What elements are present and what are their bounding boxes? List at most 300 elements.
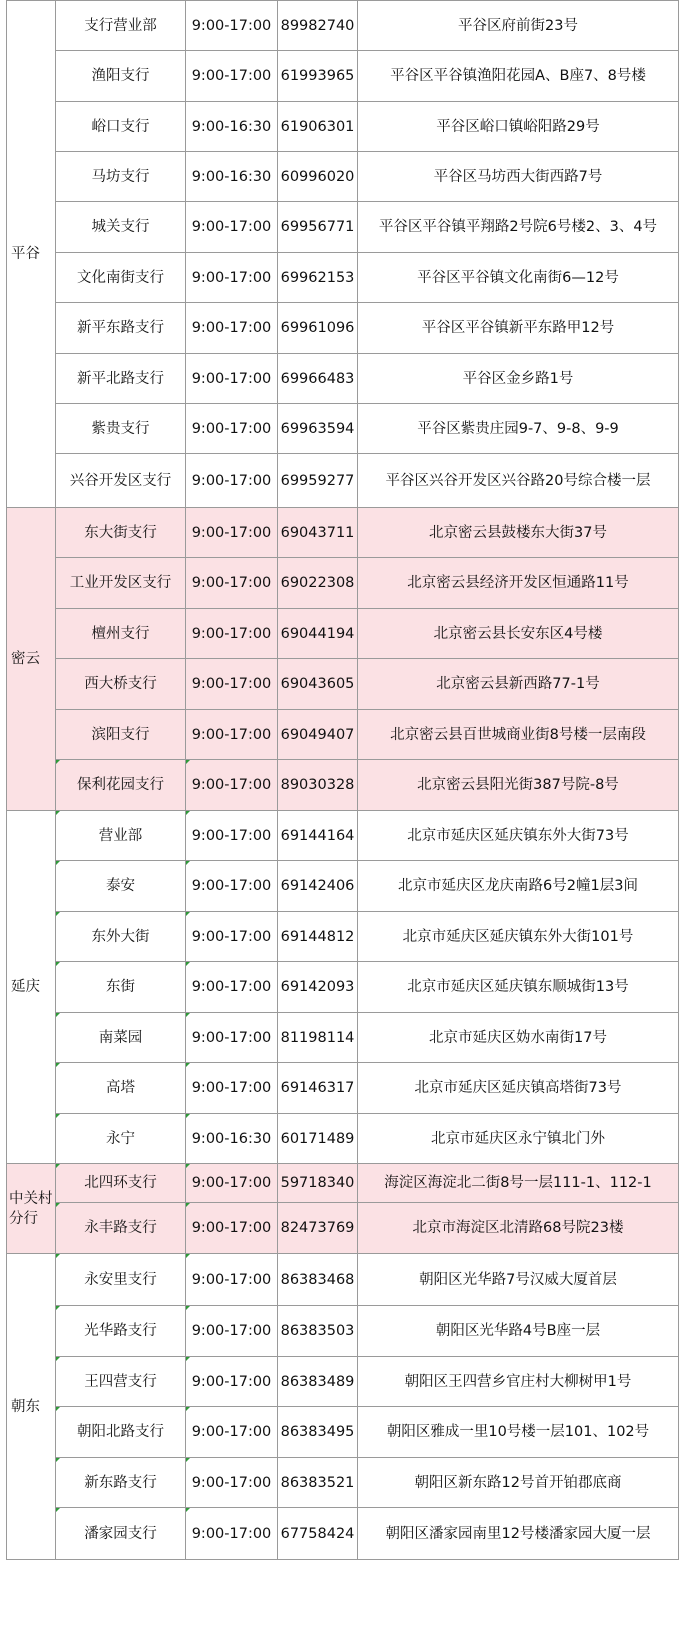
phone-number-text: 69043605 xyxy=(280,676,355,692)
branch-name-cell xyxy=(56,1254,186,1306)
address-text: 北京市延庆区延庆镇东顺城街13号 xyxy=(407,979,629,995)
phone-number-text: 86383489 xyxy=(280,1373,355,1390)
phone-number-cell xyxy=(278,1114,358,1164)
phone-number-text: 69966483 xyxy=(280,370,355,387)
cell-flag-marker-icon xyxy=(186,1114,190,1118)
phone-number-text: 89030328 xyxy=(280,777,355,793)
business-hours-text: 9:00-17:00 xyxy=(191,370,272,387)
branch-name-cell xyxy=(56,1164,186,1203)
address-cell xyxy=(358,152,679,202)
branch-name-text: 永宁 xyxy=(106,1130,135,1147)
cell-flag-marker-icon xyxy=(56,861,60,865)
address-text: 北京市延庆区龙庆南路6号2幢1层3间 xyxy=(398,878,638,894)
business-hours-text: 9:00-17:00 xyxy=(191,1175,272,1191)
address-text: 平谷区平谷镇渔阳花园A、B座7、8号楼 xyxy=(390,68,646,84)
business-hours-text: 9:00-17:00 xyxy=(191,1525,272,1542)
business-hours-cell xyxy=(186,354,278,404)
branch-name-text: 紫贵支行 xyxy=(91,420,150,437)
region-cell: 平谷 xyxy=(7,1,56,508)
business-hours-cell xyxy=(186,1357,278,1407)
cell-flag-marker-icon xyxy=(56,1164,60,1168)
table-row xyxy=(7,1306,679,1357)
cell-flag-marker-icon xyxy=(186,1254,190,1258)
table-row xyxy=(7,354,679,404)
phone-number-text: 60171489 xyxy=(280,1130,355,1147)
branch-name-text: 城关支行 xyxy=(91,219,150,235)
cell-flag-marker-icon xyxy=(186,1357,190,1361)
address-cell xyxy=(358,1013,679,1063)
business-hours-cell xyxy=(186,508,278,558)
phone-number-cell xyxy=(278,962,358,1013)
address-cell xyxy=(358,1407,679,1458)
cell-flag-marker-icon xyxy=(56,1306,60,1310)
branch-name-text: 渔阳支行 xyxy=(91,68,150,84)
address-text: 北京密云县鼓楼东大街37号 xyxy=(429,524,607,541)
business-hours-cell xyxy=(186,1013,278,1063)
business-hours-text: 9:00-17:00 xyxy=(191,320,272,336)
business-hours-text: 9:00-17:00 xyxy=(191,979,272,995)
cell-flag-marker-icon xyxy=(56,1357,60,1361)
phone-number-text: 69959277 xyxy=(280,472,355,489)
business-hours-cell xyxy=(186,811,278,861)
branch-name-cell xyxy=(56,508,186,558)
phone-number-text: 60996020 xyxy=(280,168,355,185)
branch-name-text: 潘家园支行 xyxy=(84,1525,157,1542)
branch-name-text: 朝阳北路支行 xyxy=(77,1424,164,1440)
branch-name-text: 新东路支行 xyxy=(84,1474,157,1491)
phone-number-cell xyxy=(278,102,358,152)
address-text: 平谷区峪口镇峪阳路29号 xyxy=(436,118,600,135)
table-row xyxy=(7,404,679,454)
business-hours-text: 9:00-17:00 xyxy=(191,1323,272,1339)
branch-name-cell xyxy=(56,659,186,710)
address-text: 平谷区兴谷开发区兴谷路20号综合楼一层 xyxy=(385,472,651,489)
address-text: 北京密云县百世城商业街8号楼一层南段 xyxy=(390,726,646,743)
branch-name-cell xyxy=(56,404,186,454)
business-hours-cell xyxy=(186,659,278,710)
phone-number-cell xyxy=(278,202,358,253)
business-hours-cell xyxy=(186,102,278,152)
phone-number-cell xyxy=(278,508,358,558)
table-row xyxy=(7,102,679,152)
address-text: 北京密云县新西路77-1号 xyxy=(436,676,600,692)
address-cell xyxy=(358,659,679,710)
business-hours-text: 9:00-17:00 xyxy=(191,1220,272,1236)
cell-flag-marker-icon xyxy=(186,811,190,815)
table-row xyxy=(7,1114,679,1164)
business-hours-text: 9:00-17:00 xyxy=(191,827,272,844)
address-cell xyxy=(358,508,679,558)
branch-name-cell xyxy=(56,962,186,1013)
cell-flag-marker-icon xyxy=(56,1063,60,1067)
table-row xyxy=(7,1203,679,1254)
phone-number-text: 61993965 xyxy=(280,68,355,84)
table-row xyxy=(7,454,679,508)
branch-name-text: 马坊支行 xyxy=(91,168,150,185)
table-row xyxy=(7,811,679,861)
cell-flag-marker-icon xyxy=(186,1508,190,1512)
region-cell: 延庆 xyxy=(7,811,56,1164)
phone-number-text: 69963594 xyxy=(280,420,355,437)
business-hours-cell xyxy=(186,1114,278,1164)
branch-name-text: 保利花园支行 xyxy=(77,777,164,793)
business-hours-text: 9:00-17:00 xyxy=(191,269,272,286)
table-row xyxy=(7,152,679,202)
business-hours-text: 9:00-17:00 xyxy=(191,1424,272,1440)
table-row xyxy=(7,912,679,962)
business-hours-text: 9:00-17:00 xyxy=(191,68,272,84)
cell-flag-marker-icon xyxy=(186,1203,190,1207)
business-hours-text: 9:00-17:00 xyxy=(191,219,272,235)
phone-number-text: 69956771 xyxy=(280,219,355,235)
cell-flag-marker-icon xyxy=(56,1203,60,1207)
branch-name-cell xyxy=(56,51,186,102)
address-cell xyxy=(358,253,679,303)
phone-number-text: 69962153 xyxy=(280,269,355,286)
phone-number-cell xyxy=(278,1164,358,1203)
table-row xyxy=(7,1407,679,1458)
business-hours-cell xyxy=(186,253,278,303)
address-cell xyxy=(358,1306,679,1357)
address-cell xyxy=(358,303,679,354)
business-hours-cell xyxy=(186,1458,278,1508)
branch-name-cell xyxy=(56,710,186,760)
address-text: 朝阳区王四营乡官庄村大柳树甲1号 xyxy=(404,1373,632,1390)
branch-name-cell xyxy=(56,102,186,152)
branch-name-cell xyxy=(56,1114,186,1164)
phone-number-cell xyxy=(278,1508,358,1560)
phone-number-cell xyxy=(278,1254,358,1306)
table-row xyxy=(7,1508,679,1560)
branch-name-text: 永安里支行 xyxy=(84,1271,157,1288)
phone-number-cell xyxy=(278,1013,358,1063)
business-hours-text: 9:00-16:30 xyxy=(191,118,272,135)
branch-name-cell xyxy=(56,1306,186,1357)
phone-number-cell xyxy=(278,354,358,404)
business-hours-text: 9:00-17:00 xyxy=(191,472,272,489)
phone-number-cell xyxy=(278,51,358,102)
table-row xyxy=(7,710,679,760)
business-hours-text: 9:00-17:00 xyxy=(191,1080,272,1096)
business-hours-text: 9:00-17:00 xyxy=(191,17,272,34)
address-cell xyxy=(358,454,679,508)
phone-number-cell xyxy=(278,558,358,609)
business-hours-cell xyxy=(186,1164,278,1203)
business-hours-cell xyxy=(186,1063,278,1114)
branch-name-text: 东街 xyxy=(106,979,135,995)
address-text: 平谷区平谷镇平翔路2号院6号楼2、3、4号 xyxy=(378,219,658,235)
address-text: 朝阳区新东路12号首开铂郡底商 xyxy=(414,1474,622,1491)
cell-flag-marker-icon xyxy=(56,1114,60,1118)
branch-name-text: 南菜园 xyxy=(98,1029,143,1046)
business-hours-cell xyxy=(186,51,278,102)
table-row xyxy=(7,253,679,303)
branch-name-cell xyxy=(56,152,186,202)
branch-name-text: 支行营业部 xyxy=(84,17,157,34)
phone-number-text: 61906301 xyxy=(280,118,355,135)
business-hours-text: 9:00-17:00 xyxy=(191,676,272,692)
table-row xyxy=(7,1013,679,1063)
branch-name-cell xyxy=(56,202,186,253)
address-text: 平谷区平谷镇文化南街6—12号 xyxy=(417,269,619,286)
business-hours-cell xyxy=(186,1254,278,1306)
phone-number-cell xyxy=(278,1,358,51)
address-text: 朝阳区雅成一里10号楼一层101、102号 xyxy=(386,1424,650,1440)
phone-number-text: 69146317 xyxy=(280,1080,355,1096)
branch-name-cell xyxy=(56,760,186,811)
branch-name-cell xyxy=(56,253,186,303)
branch-name-text: 工业开发区支行 xyxy=(69,575,172,591)
address-cell xyxy=(358,1508,679,1560)
cell-flag-marker-icon xyxy=(56,1407,60,1411)
address-cell xyxy=(358,1,679,51)
branch-name-text: 泰安 xyxy=(106,878,135,894)
cell-flag-marker-icon xyxy=(56,811,60,815)
address-cell xyxy=(358,1357,679,1407)
address-text: 朝阳区潘家园南里12号楼潘家园大厦一层 xyxy=(385,1525,651,1542)
business-hours-cell xyxy=(186,558,278,609)
branch-name-cell xyxy=(56,609,186,659)
branch-name-text: 文化南街支行 xyxy=(77,269,164,286)
phone-number-cell xyxy=(278,1063,358,1114)
address-text: 北京市延庆区妫水南街17号 xyxy=(429,1029,607,1046)
branch-name-cell xyxy=(56,1458,186,1508)
address-text: 北京市海淀区北清路68号院23楼 xyxy=(412,1220,624,1236)
table-row xyxy=(7,558,679,609)
address-text: 海淀区海淀北二街8号一层111-1、112-1 xyxy=(384,1175,652,1191)
phone-number-cell xyxy=(278,710,358,760)
branch-name-text: 西大桥支行 xyxy=(84,676,157,692)
table-row xyxy=(7,51,679,102)
cell-flag-marker-icon xyxy=(186,1164,190,1168)
address-text: 北京密云县经济开发区恒通路11号 xyxy=(407,575,629,591)
address-text: 朝阳区光华路7号汉威大厦首层 xyxy=(419,1271,617,1288)
phone-number-cell xyxy=(278,1458,358,1508)
branch-name-text: 光华路支行 xyxy=(84,1323,157,1339)
table-row xyxy=(7,760,679,811)
business-hours-text: 9:00-16:30 xyxy=(191,1130,272,1147)
phone-number-text: 69961096 xyxy=(280,320,355,336)
business-hours-cell xyxy=(186,912,278,962)
business-hours-cell xyxy=(186,760,278,811)
address-cell xyxy=(358,1254,679,1306)
table-row xyxy=(7,508,679,558)
cell-flag-marker-icon xyxy=(56,962,60,966)
phone-number-text: 67758424 xyxy=(280,1525,355,1542)
business-hours-cell xyxy=(186,609,278,659)
branch-name-text: 新平东路支行 xyxy=(77,320,164,336)
address-text: 北京密云县长安东区4号楼 xyxy=(433,625,603,642)
address-cell xyxy=(358,760,679,811)
phone-number-cell xyxy=(278,404,358,454)
business-hours-cell xyxy=(186,710,278,760)
table-row xyxy=(7,1164,679,1203)
cell-flag-marker-icon xyxy=(186,861,190,865)
business-hours-text: 9:00-16:30 xyxy=(191,168,272,185)
phone-number-text: 69049407 xyxy=(280,726,355,743)
branch-name-cell xyxy=(56,1508,186,1560)
branch-directory-table xyxy=(6,0,679,1560)
address-text: 平谷区紫贵庄园9-7、9-8、9-9 xyxy=(417,420,619,437)
region-cell: 密云 xyxy=(7,508,56,811)
business-hours-cell xyxy=(186,303,278,354)
table-row xyxy=(7,303,679,354)
phone-number-text: 86383495 xyxy=(280,1424,355,1440)
phone-number-text: 86383468 xyxy=(280,1271,355,1288)
branch-name-cell xyxy=(56,454,186,508)
branch-name-cell xyxy=(56,1063,186,1114)
address-cell xyxy=(358,404,679,454)
branch-name-text: 永丰路支行 xyxy=(84,1220,157,1236)
business-hours-cell xyxy=(186,962,278,1013)
business-hours-text: 9:00-17:00 xyxy=(191,524,272,541)
address-text: 平谷区府前街23号 xyxy=(458,17,578,34)
address-cell xyxy=(358,1114,679,1164)
phone-number-text: 69043711 xyxy=(280,524,355,541)
business-hours-text: 9:00-17:00 xyxy=(191,1271,272,1288)
phone-number-cell xyxy=(278,912,358,962)
phone-number-cell xyxy=(278,1357,358,1407)
address-text: 北京市延庆区延庆镇高塔街73号 xyxy=(414,1080,622,1096)
phone-number-cell xyxy=(278,1306,358,1357)
address-cell xyxy=(358,609,679,659)
business-hours-cell xyxy=(186,1306,278,1357)
address-cell xyxy=(358,1164,679,1203)
branch-name-text: 兴谷开发区支行 xyxy=(69,472,172,489)
business-hours-text: 9:00-17:00 xyxy=(191,625,272,642)
region-cell: 中关村分行 xyxy=(7,1164,56,1254)
branch-name-text: 北四环支行 xyxy=(84,1175,157,1191)
phone-number-text: 69022308 xyxy=(280,575,355,591)
phone-number-cell xyxy=(278,659,358,710)
branch-name-cell xyxy=(56,912,186,962)
business-hours-text: 9:00-17:00 xyxy=(191,928,272,945)
phone-number-cell xyxy=(278,152,358,202)
cell-flag-marker-icon xyxy=(56,1508,60,1512)
branch-name-cell xyxy=(56,558,186,609)
table-row xyxy=(7,609,679,659)
branch-name-cell xyxy=(56,861,186,912)
address-text: 北京密云县阳光街387号院-8号 xyxy=(417,777,619,793)
address-cell xyxy=(358,962,679,1013)
cell-flag-marker-icon xyxy=(56,1458,60,1462)
region-cell: 朝东 xyxy=(7,1254,56,1560)
cell-flag-marker-icon xyxy=(186,1013,190,1017)
business-hours-cell xyxy=(186,1508,278,1560)
phone-number-text: 86383503 xyxy=(280,1323,355,1339)
table-row xyxy=(7,1063,679,1114)
cell-flag-marker-icon xyxy=(56,760,60,764)
address-text: 北京市延庆区延庆镇东外大街73号 xyxy=(407,827,629,844)
address-cell xyxy=(358,811,679,861)
branch-name-text: 新平北路支行 xyxy=(77,370,164,387)
phone-number-text: 86383521 xyxy=(280,1474,355,1491)
address-text: 北京市延庆区永宁镇北门外 xyxy=(431,1130,605,1147)
phone-number-text: 81198114 xyxy=(280,1029,355,1046)
phone-number-text: 82473769 xyxy=(280,1220,355,1236)
branch-name-cell xyxy=(56,303,186,354)
cell-flag-marker-icon xyxy=(56,1013,60,1017)
address-cell xyxy=(358,1203,679,1254)
branch-name-cell xyxy=(56,1203,186,1254)
branch-name-text: 营业部 xyxy=(98,827,143,844)
business-hours-cell xyxy=(186,1203,278,1254)
business-hours-cell xyxy=(186,202,278,253)
phone-number-cell xyxy=(278,861,358,912)
phone-number-text: 59718340 xyxy=(280,1175,355,1191)
address-cell xyxy=(358,710,679,760)
address-cell xyxy=(358,1063,679,1114)
address-cell xyxy=(358,558,679,609)
cell-flag-marker-icon xyxy=(186,912,190,916)
phone-number-cell xyxy=(278,609,358,659)
business-hours-cell xyxy=(186,404,278,454)
branch-name-cell xyxy=(56,354,186,404)
branch-name-cell xyxy=(56,1013,186,1063)
business-hours-cell xyxy=(186,454,278,508)
cell-flag-marker-icon xyxy=(186,1458,190,1462)
business-hours-text: 9:00-17:00 xyxy=(191,726,272,743)
table-row xyxy=(7,202,679,253)
table-row xyxy=(7,1458,679,1508)
business-hours-text: 9:00-17:00 xyxy=(191,1373,272,1390)
business-hours-text: 9:00-17:00 xyxy=(191,1474,272,1491)
business-hours-cell xyxy=(186,861,278,912)
cell-flag-marker-icon xyxy=(56,1254,60,1258)
branch-name-cell xyxy=(56,1407,186,1458)
branch-name-text: 高塔 xyxy=(106,1080,135,1096)
phone-number-cell xyxy=(278,1203,358,1254)
phone-number-cell xyxy=(278,811,358,861)
phone-number-text: 69142406 xyxy=(280,878,355,894)
business-hours-text: 9:00-17:00 xyxy=(191,878,272,894)
branch-name-text: 东大街支行 xyxy=(84,524,157,541)
branch-name-cell xyxy=(56,1357,186,1407)
phone-number-text: 69144164 xyxy=(280,827,355,844)
business-hours-text: 9:00-17:00 xyxy=(191,575,272,591)
phone-number-text: 89982740 xyxy=(280,17,355,34)
branch-name-text: 王四营支行 xyxy=(84,1373,157,1390)
business-hours-text: 9:00-17:00 xyxy=(191,420,272,437)
address-cell xyxy=(358,202,679,253)
cell-flag-marker-icon xyxy=(186,1063,190,1067)
phone-number-cell xyxy=(278,760,358,811)
branch-name-text: 东外大街 xyxy=(91,928,150,945)
table-row xyxy=(7,1357,679,1407)
address-cell xyxy=(358,102,679,152)
address-cell xyxy=(358,912,679,962)
cell-flag-marker-icon xyxy=(186,1407,190,1411)
address-text: 北京市延庆区延庆镇东外大街101号 xyxy=(402,928,634,945)
address-text: 平谷区金乡路1号 xyxy=(462,370,574,387)
business-hours-cell xyxy=(186,1407,278,1458)
cell-flag-marker-icon xyxy=(186,962,190,966)
cell-flag-marker-icon xyxy=(186,1306,190,1310)
branch-name-cell xyxy=(56,1,186,51)
table-row xyxy=(7,1254,679,1306)
address-cell xyxy=(358,51,679,102)
address-text: 平谷区平谷镇新平东路甲12号 xyxy=(421,320,615,336)
table-row xyxy=(7,861,679,912)
business-hours-cell xyxy=(186,152,278,202)
phone-number-cell xyxy=(278,454,358,508)
cell-flag-marker-icon xyxy=(56,912,60,916)
phone-number-cell xyxy=(278,303,358,354)
address-text: 朝阳区光华路4号B座一层 xyxy=(435,1323,601,1339)
phone-number-text: 69142093 xyxy=(280,979,355,995)
business-hours-text: 9:00-17:00 xyxy=(191,777,272,793)
address-cell xyxy=(358,1458,679,1508)
